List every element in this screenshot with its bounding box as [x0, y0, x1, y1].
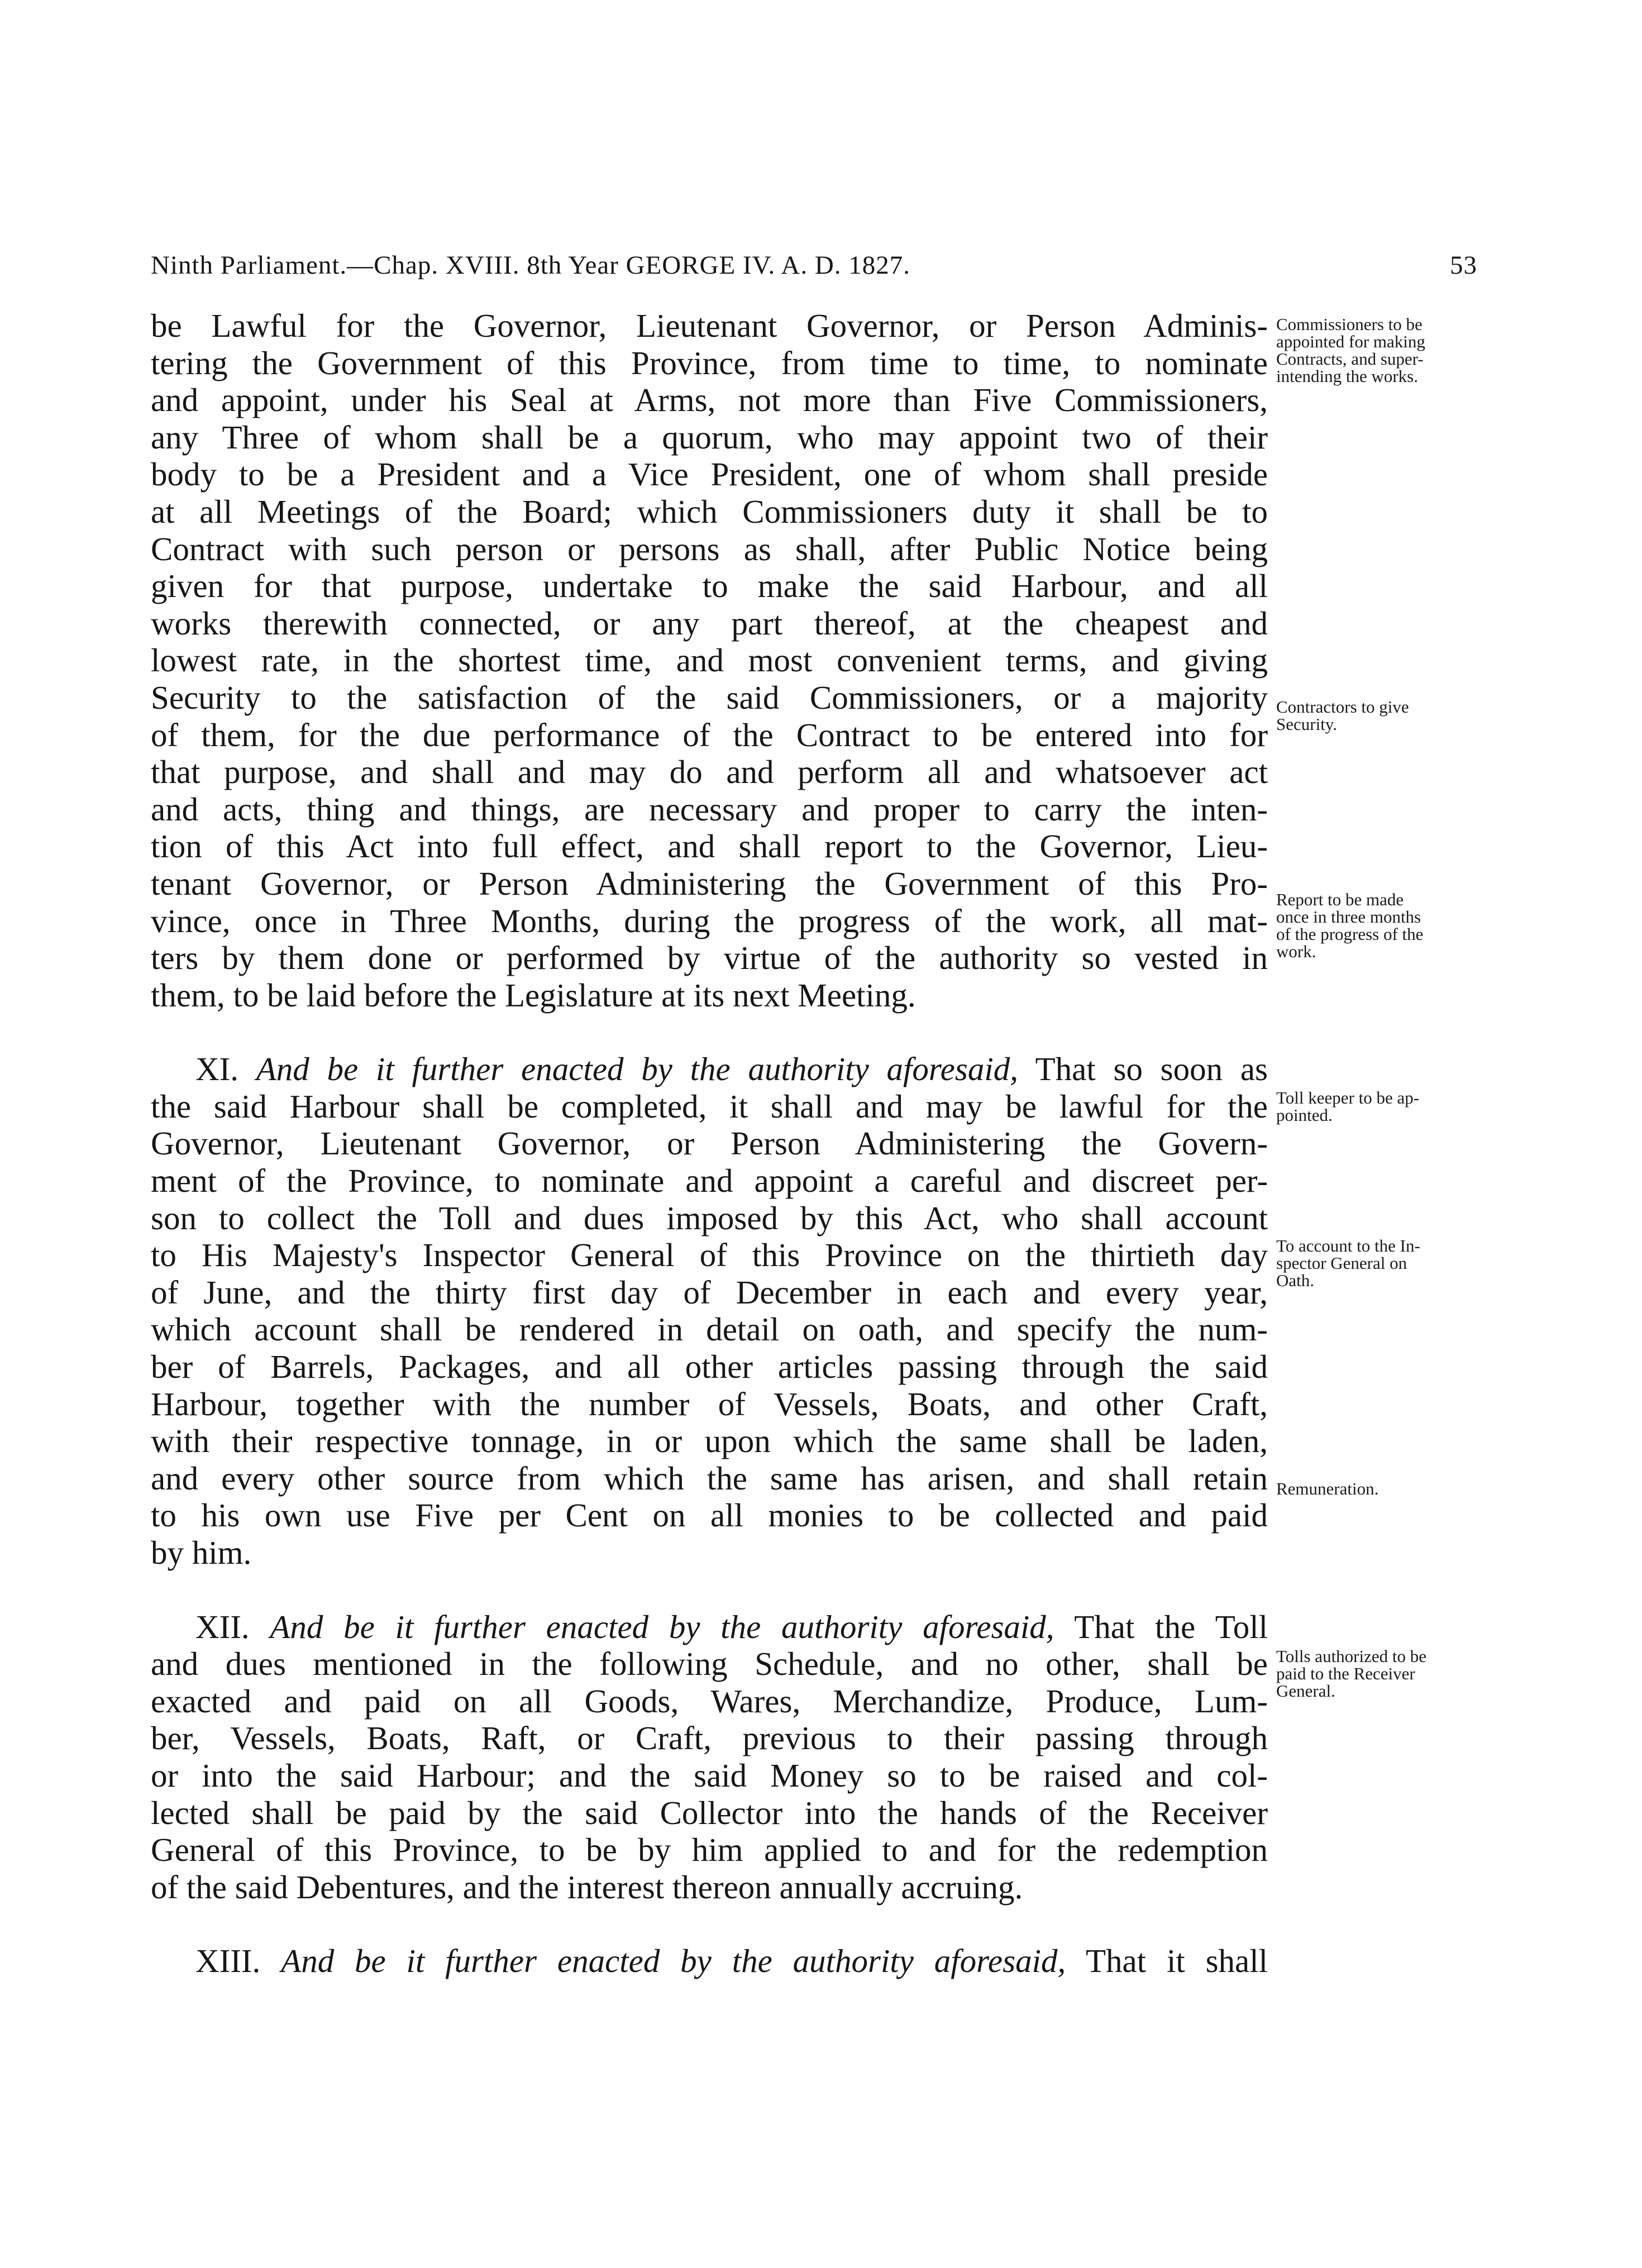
margin-note-account-inspector: [1276, 1237, 1488, 1289]
text-line: and every other source from which the same has arisen, and shall retain: [151, 1459, 1268, 1497]
text-line: body to be a President and a Vice President, one of whom shall preside: [151, 456, 1268, 493]
page-number: 53: [1450, 251, 1477, 280]
margin-note-line: Contractors to give: [1276, 697, 1409, 717]
section-continuation: [151, 307, 1268, 1014]
margin-note-line: paid to the Receiver: [1276, 1664, 1415, 1683]
text-line: that purpose, and shall and may do and perform all and whatsoever act: [151, 753, 1268, 791]
margin-note-commissioners: [1276, 316, 1488, 385]
margin-note-toll-keeper: [1276, 1089, 1488, 1124]
margin-note-line: intending the works.: [1276, 366, 1418, 386]
margin-note-line: Remuneration.: [1276, 1479, 1379, 1498]
text-line: by him.: [151, 1534, 252, 1571]
margin-note-line: Report to be made: [1276, 890, 1404, 909]
text-line: of the said Debentures, and the interest thereon annually accruing.: [151, 1868, 1023, 1906]
enacting-clause: And be it further enacted by the authority aforesaid,: [256, 1051, 1018, 1088]
section-xii: [151, 1608, 1268, 1906]
text-line: at all Meetings of the Board; which Commissioners duty it shall be to: [151, 493, 1268, 530]
text-line: which account shall be rendered in detail on oath, and specify the num-: [151, 1311, 1268, 1348]
page-header: [151, 250, 1477, 289]
text-line: lected shall be paid by the said Collector into the hands of the Receiver: [151, 1794, 1268, 1831]
text-line: to his own use Five per Cent on all monies to be collected and paid: [151, 1497, 1268, 1534]
text-line: ters by them done or performed by virtue of the authority so vested in: [151, 939, 1268, 977]
margin-note-line: To account to the In-: [1276, 1236, 1420, 1255]
text-line: ber, Vessels, Boats, Raft, or Craft, previous to their passing through: [151, 1720, 1268, 1757]
text-line: and acts, thing and things, are necessary and proper to carry the inten-: [151, 790, 1268, 828]
margin-note-line: appointed for making: [1276, 332, 1425, 351]
text-line: to His Majesty's Inspector General of this Province on the thirtieth day: [151, 1236, 1268, 1274]
text-line: exacted and paid on all Goods, Wares, Merchandize, Produce, Lum-: [151, 1682, 1268, 1720]
text-line: and appoint, under his Seal at Arms, not more than Five Commissioners,: [151, 381, 1268, 419]
body-text: [151, 307, 1268, 2017]
margin-note-line: spector General on: [1276, 1253, 1407, 1273]
section-heading-line: [151, 1051, 1268, 1088]
text-line: General of this Province, to be by him applied to and for the redemption: [151, 1831, 1268, 1869]
section-lead-text: That so soon as: [1035, 1051, 1268, 1088]
enacting-clause: And be it further enacted by the authority aforesaid,: [281, 1942, 1066, 1980]
margin-note-line: Commissioners to be: [1276, 314, 1423, 334]
text-line: ment of the Province, to nominate and appoint a careful and discreet per-: [151, 1162, 1268, 1200]
margin-note-contractors-security: [1276, 698, 1488, 733]
margin-note-line: pointed.: [1276, 1105, 1333, 1125]
margin-note-line: General.: [1276, 1681, 1335, 1701]
margin-note-report: [1276, 891, 1488, 960]
section-numeral: XII.: [195, 1608, 250, 1645]
text-line: Governor, Lieutenant Governor, or Person Administering the Govern-: [151, 1125, 1268, 1162]
text-line: Contract with such person or persons as shall, after Public Notice being: [151, 530, 1268, 567]
margin-note-line: Oath.: [1276, 1271, 1315, 1290]
text-line: them, to be laid before the Legislature at its next Meeting.: [151, 976, 916, 1014]
section-xiii: [151, 1942, 1268, 1980]
margin-note-remuneration: [1276, 1480, 1488, 1497]
text-line: of June, and the thirty first day of December in each and every year,: [151, 1273, 1268, 1311]
margin-note-tolls-authorized: [1276, 1648, 1488, 1699]
section-heading-line: [151, 1942, 1268, 1980]
text-line: son to collect the Toll and dues imposed by this Act, who shall account: [151, 1199, 1268, 1236]
text-line: lowest rate, in the shortest time, and most convenient terms, and giving: [151, 642, 1268, 679]
running-title: Ninth Parliament.—Chap. XVIII. 8th Year GEORGE IV. A. D. 1827.: [151, 251, 911, 280]
text-line: with their respective tonnage, in or upon which the same shall be laden,: [151, 1422, 1268, 1460]
margin-note-line: work.: [1276, 942, 1316, 961]
text-line: vince, once in Three Months, during the progress of the work, all mat-: [151, 902, 1268, 939]
section-heading-line: [151, 1608, 1268, 1646]
enacting-clause: And be it further enacted by the authority aforesaid,: [270, 1608, 1054, 1645]
margin-note-line: Toll keeper to be ap-: [1276, 1088, 1420, 1107]
margin-note-line: once in three months: [1276, 907, 1421, 927]
text-line: tenant Governor, or Person Administering the Government of this Pro-: [151, 865, 1268, 902]
text-line: Harbour, together with the number of Vessels, Boats, and other Craft,: [151, 1385, 1268, 1422]
margin-note-line: Contracts, and super-: [1276, 349, 1424, 369]
section-xi: [151, 1051, 1268, 1571]
text-line: and dues mentioned in the following Schedule, and no other, shall be: [151, 1645, 1268, 1683]
margin-note-line: of the progress of the: [1276, 924, 1424, 944]
text-line: or into the said Harbour; and the said Money so to be raised and col-: [151, 1756, 1268, 1794]
section-lead-text: That it shall: [1086, 1942, 1268, 1980]
text-line: ber of Barrels, Packages, and all other articles passing through the said: [151, 1348, 1268, 1386]
text-line: tion of this Act into full effect, and shall report to the Governor, Lieu-: [151, 828, 1268, 865]
text-line: any Three of whom shall be a quorum, who may appoint two of their: [151, 418, 1268, 456]
text-line: works therewith connected, or any part thereof, at the cheapest and: [151, 604, 1268, 642]
margin-note-line: Tolls authorized to be: [1276, 1646, 1427, 1666]
text-line: of them, for the due performance of the Contract to be entered into for: [151, 716, 1268, 753]
section-numeral: XIII.: [195, 1942, 261, 1980]
text-line: tering the Government of this Province, from time to time, to nominate: [151, 344, 1268, 381]
section-lead-text: That the Toll: [1074, 1608, 1268, 1645]
text-line: be Lawful for the Governor, Lieutenant Governor, or Person Adminis-: [151, 307, 1268, 344]
margin-note-line: Security.: [1276, 714, 1338, 734]
section-numeral: XI.: [195, 1051, 239, 1088]
text-line: Security to the satisfaction of the said Commissioners, or a majority: [151, 679, 1268, 716]
text-line: given for that purpose, undertake to make the said Harbour, and all: [151, 567, 1268, 605]
text-line: the said Harbour shall be completed, it shall and may be lawful for the: [151, 1087, 1268, 1125]
